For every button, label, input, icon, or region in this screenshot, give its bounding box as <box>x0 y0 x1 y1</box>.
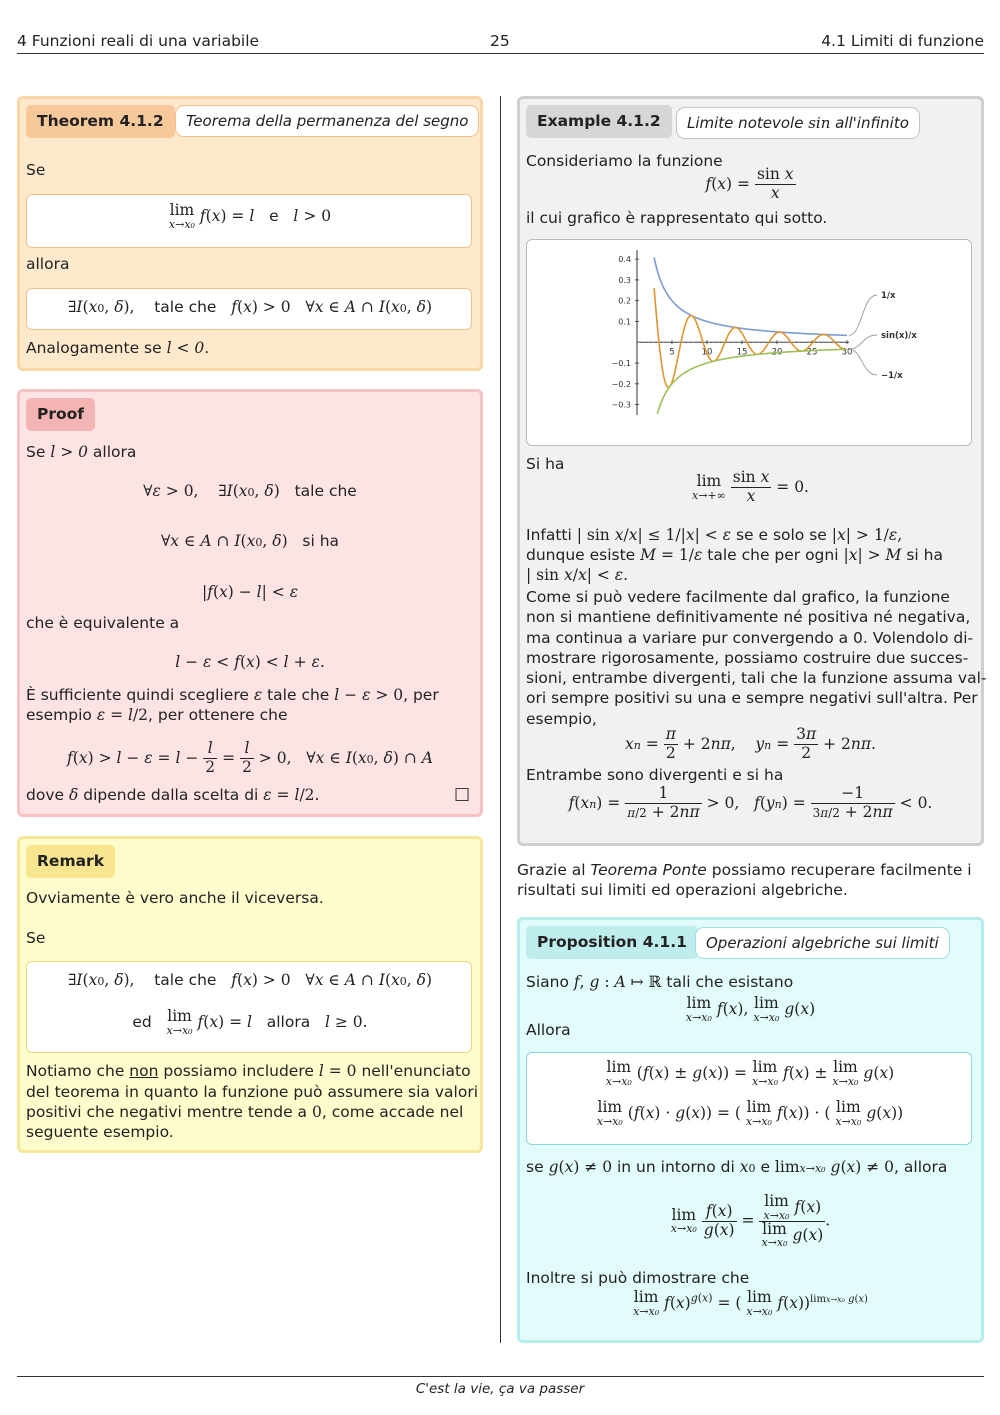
theorem-box <box>17 96 483 371</box>
proof-equiv: che è equivalente a <box>26 614 180 632</box>
bridge-line1 <box>517 861 972 879</box>
bridge-grazie: Grazie al <box>517 861 586 879</box>
proof-label: Proof <box>26 398 95 431</box>
example-title <box>676 107 920 139</box>
example-p2-line: esempio, <box>526 709 597 728</box>
proof-suff-1: È sufficiente quindi scegliere <box>26 686 249 704</box>
remark-note-line1: Notiamo che non possiamo includere l = 0 nell'enunciato <box>26 1062 471 1080</box>
qed-symbol: □ <box>453 784 470 804</box>
y-tick-label: −0.1 <box>611 359 631 369</box>
series-line <box>654 288 847 387</box>
example-p1-line3: | sin x/x| < ε. <box>526 566 629 584</box>
legend-label-1-over-x: 1/x <box>881 291 896 301</box>
example-consider: Consideriamo la funzione <box>526 152 723 170</box>
y-tick-label: −0.2 <box>611 379 631 389</box>
bridge-rest: possiamo recuperare facilmente i <box>711 861 972 879</box>
y-tick-label: 0.2 <box>618 296 631 306</box>
remark-note-2: possiamo includere <box>163 1062 314 1080</box>
example-limit-formula: lim x→+∞ $\frac{\text{sin x}}{x}$ = 0. <box>692 468 809 505</box>
remark-note-line3: positivi che negativi mentre tende a 0, come accade nel <box>26 1103 464 1121</box>
remark-note-line2: del teorema in quanto la funzione può assumere sia valori <box>26 1083 478 1101</box>
sinx-over-x-chart <box>527 240 970 444</box>
y-tick-label: 0.3 <box>618 275 631 285</box>
y-tick-label: 0.4 <box>618 255 631 265</box>
remark-ed: ed <box>132 1012 152 1031</box>
remark-note-3b: , come accade nel <box>321 1103 464 1121</box>
prop-e: e <box>760 1158 770 1176</box>
theorem-analog <box>26 339 209 357</box>
header-chapter: 4 Funzioni reali di una variabile <box>17 32 260 50</box>
prop-intorno: in un intorno di <box>617 1158 735 1176</box>
proof-si-ha: si ha <box>302 532 340 550</box>
proof-suff-3: , per <box>403 686 439 704</box>
example-p1-line2: dunque esiste M = 1/ε tale che per ogni |x| > M si ha <box>526 546 943 564</box>
remark-formula-box <box>26 961 472 1053</box>
theorem-label: Theorem 4.1.2 <box>26 105 175 138</box>
proposition-se-line: se g(x) ≠ 0 in un intorno di x0 e limx→x₀ g(x) ≠ 0, allora <box>526 1158 948 1176</box>
prop-product-formula: lim x→x₀ (f(x) · g(x)) = ( lim x→x₀ f(x)) · ( lim x→x₀ g(x)) <box>596 1098 904 1128</box>
proof-esempio-line: esempio ε = l/2, per ottenere che <box>26 706 288 724</box>
prop-tali-che: tali che esistano <box>666 973 794 991</box>
prop-siano: Siano <box>526 973 569 991</box>
proof-esempio: esempio <box>26 706 92 724</box>
theorem-e-word: e <box>269 206 279 225</box>
theorem-analog-math: l < 0 <box>166 339 205 357</box>
prop-power-formula: lim x→x₀ $f(x)^{g(x)}$ = ( lim x→x₀ f(x))$^{limx\to x_0 g(x)}$ <box>633 1288 868 1318</box>
bridge-teorema-ponte: Teorema Ponte <box>590 861 707 879</box>
proof-dove: dove <box>26 786 65 804</box>
proof-suff-2: tale che <box>267 686 330 704</box>
example-title-sin: sin <box>808 114 831 132</box>
proposition-inoltre: Inoltre si può dimostrare che <box>526 1269 750 1287</box>
column-divider <box>500 96 501 1343</box>
example-p2-line: sioni, entrambe divergenti, tali che la funzione assuma val- <box>526 669 987 688</box>
proof-line1 <box>26 443 136 461</box>
legend-label-minus-1-over-x: −1/x <box>881 371 903 381</box>
proof-dove-line: dove δ dipende dalla scelta di ε = l/2. <box>26 786 320 804</box>
proof-formula-1: ∀ε > 0, ∃I(x0, δ) tale che <box>143 482 357 500</box>
prop-allora-2: , allora <box>894 1158 948 1176</box>
example-tale-che-ogni: tale che per ogni <box>707 546 839 564</box>
example-p1-line1: Infatti | sin x/x| ≤ 1/|x| < ε se e solo se |x| > 1/ε, <box>526 526 903 544</box>
proof-box <box>17 389 483 817</box>
y-tick-label: 0.1 <box>618 317 631 327</box>
remark-label: Remark <box>26 845 115 878</box>
example-title-a: Limite notevole <box>687 114 804 132</box>
legend-label-sinx-over-x: sin(x)/x <box>881 331 917 341</box>
legend-connector <box>849 335 877 349</box>
example-se-e-solo-se: se e solo se <box>735 526 827 544</box>
example-title-b: all'infinito <box>835 114 909 132</box>
example-sequences-formula: xn = $\frac{\pi}{2}$ + 2nπ, yn = $\frac{3\pi}{2}$ + 2nπ. <box>625 725 876 762</box>
theorem-tale-che: tale che <box>154 298 217 316</box>
example-values-formula: f(xn) = $\frac{1}{\pi/2 + 2n\pi}$ > 0, f(yn) = $\frac{-1}{3\pi/2 + 2n\pi}$ < 0. <box>568 784 933 821</box>
proposition-siano: Siano f, g : A ↦ ℝ tali che esistano <box>526 973 794 991</box>
footer-quote: C'est la vie, ça va passer <box>415 1381 585 1397</box>
proof-allora: allora <box>92 443 137 461</box>
sinx-over-x-graph <box>526 239 972 446</box>
remark-note-non: non <box>129 1062 159 1080</box>
proposition-title: Operazioni algebriche sui limiti <box>695 927 950 959</box>
remark-note-3a: positivi che negativi mentre tende a <box>26 1103 308 1121</box>
proof-se: Se <box>26 443 46 461</box>
remark-formula-2: ed lim x→x₀ f(x) = l allora l ≥ 0. <box>132 1007 368 1037</box>
x-tick-label: 25 <box>806 347 818 358</box>
proof-formula-3: |f(x) − l| < ε <box>201 583 299 601</box>
header-page-number: 25 <box>490 32 510 50</box>
header-section: 4.1 Limiti di funzione <box>821 32 984 50</box>
theorem-allora: allora <box>26 255 70 273</box>
example-infatti: Infatti <box>526 526 572 544</box>
remark-tale-che: tale che <box>154 971 217 989</box>
theorem-title: Teorema della permanenza del segno <box>175 105 479 137</box>
example-function-def: f(x) = $\frac{\text{sin x}}{x}$ <box>705 165 794 202</box>
proposition-label: Proposition 4.1.1 <box>526 926 698 959</box>
proof-formula-2: ∀x ∈ A ∩ I(x0, δ) si ha <box>160 532 340 550</box>
theorem-hypothesis-formula: lim x→x₀ f(x) = l e l > 0 <box>168 201 332 231</box>
proof-l-positive: l > 0 <box>50 443 88 461</box>
remark-formula-1: ∃I(x0, δ), tale che f(x) > 0 ∀x ∈ A ∩ I(x0, δ) <box>67 971 433 989</box>
example-p2-line: ori sempre positivi su una e sempre negativi sull'altra. Per <box>526 689 978 708</box>
x-tick-label: 10 <box>701 347 713 358</box>
example-dunque: dunque esiste <box>526 546 636 564</box>
proof-formula-4: l − ε < f(x) < l + ε. <box>175 653 325 671</box>
example-graph-caption: il cui grafico è rappresentato qui sotto. <box>526 209 828 227</box>
remark-note-line4: seguente esempio. <box>26 1123 174 1141</box>
proposition-formula-box <box>526 1052 972 1145</box>
series-line <box>654 257 847 335</box>
x-tick-label: 30 <box>841 347 853 358</box>
theorem-se: Se <box>26 161 46 179</box>
theorem-analog-end: . <box>204 339 210 357</box>
proof-tale-che: tale che <box>294 482 357 500</box>
proposition-allora: Allora <box>526 1021 571 1039</box>
example-si-ha-2: si ha <box>906 546 943 564</box>
remark-note-1: Notiamo che <box>26 1062 125 1080</box>
example-p2 <box>526 587 987 729</box>
proposition-limits-exist: lim x→x₀ f(x), lim x→x₀ g(x) <box>685 994 816 1024</box>
remark-se: Se <box>26 929 46 947</box>
remark-line1: Ovviamente è vero anche il viceversa. <box>26 889 324 907</box>
theorem-analog-text: Analogamente se <box>26 339 162 357</box>
bridge-line2: risultati sui limiti ed operazioni algebriche. <box>517 881 848 899</box>
remark-allora: allora <box>266 1012 311 1031</box>
prop-se: se <box>526 1158 544 1176</box>
example-label: Example 4.1.2 <box>526 105 672 138</box>
legend-connector <box>849 295 877 335</box>
theorem-conclusion-box <box>26 288 472 330</box>
example-p2-line: non si mantiene definitivamente né positiva né negativa, <box>526 608 971 627</box>
prop-sum-formula: lim x→x₀ (f(x) ± g(x)) = lim x→x₀ f(x) ± lim x→x₀ g(x) <box>605 1058 895 1088</box>
example-box <box>517 96 987 846</box>
x-tick-label: 5 <box>669 347 675 358</box>
proof-suff-line: È sufficiente quindi scegliere ε tale che l − ε > 0, per <box>26 686 439 704</box>
prop-quotient-formula: lim x→x₀ $\frac{f(x)}{g(x)}$ = lim x→x₀ f(x) lim x→x₀ g(x) . <box>670 1192 831 1249</box>
proof-formula-5: f(x) > l − ε = l − $\frac{l}{2}$ = $\frac{l}{2}$ > 0, ∀x ∈ I(x0, δ) ∩ A <box>67 739 433 776</box>
remark-box <box>17 836 483 1153</box>
y-tick-label: −0.3 <box>611 400 631 410</box>
footer-rule <box>17 1376 984 1377</box>
example-p2-line: mostrare rigorosamente, possiamo costruire due succes- <box>526 648 969 667</box>
example-si-ha: Si ha <box>526 455 565 473</box>
proposition-box <box>517 917 984 1343</box>
example-entrambe: Entrambe sono divergenti e si ha <box>526 766 784 784</box>
x-tick-label: 15 <box>736 347 748 358</box>
legend-connector <box>849 349 877 375</box>
header-rule <box>17 53 984 54</box>
remark-note-3: nell'enunciato <box>361 1062 471 1080</box>
example-p2-line: ma continua a variare pur convergendo a 0. Volendolo di- <box>526 628 974 647</box>
theorem-conclusion-formula: ∃I(x0, δ), tale che f(x) > 0 ∀x ∈ A ∩ I(x0, δ) <box>67 298 433 316</box>
x-tick-label: 20 <box>771 347 783 358</box>
series-line <box>657 349 847 414</box>
example-p2-line: Come si può vedere facilmente dal grafico, la funzione <box>526 588 950 606</box>
proof-dipende: dipende dalla scelta di <box>83 786 259 804</box>
proof-ottenere: , per ottenere che <box>148 706 288 724</box>
theorem-hypothesis-box <box>26 194 472 248</box>
